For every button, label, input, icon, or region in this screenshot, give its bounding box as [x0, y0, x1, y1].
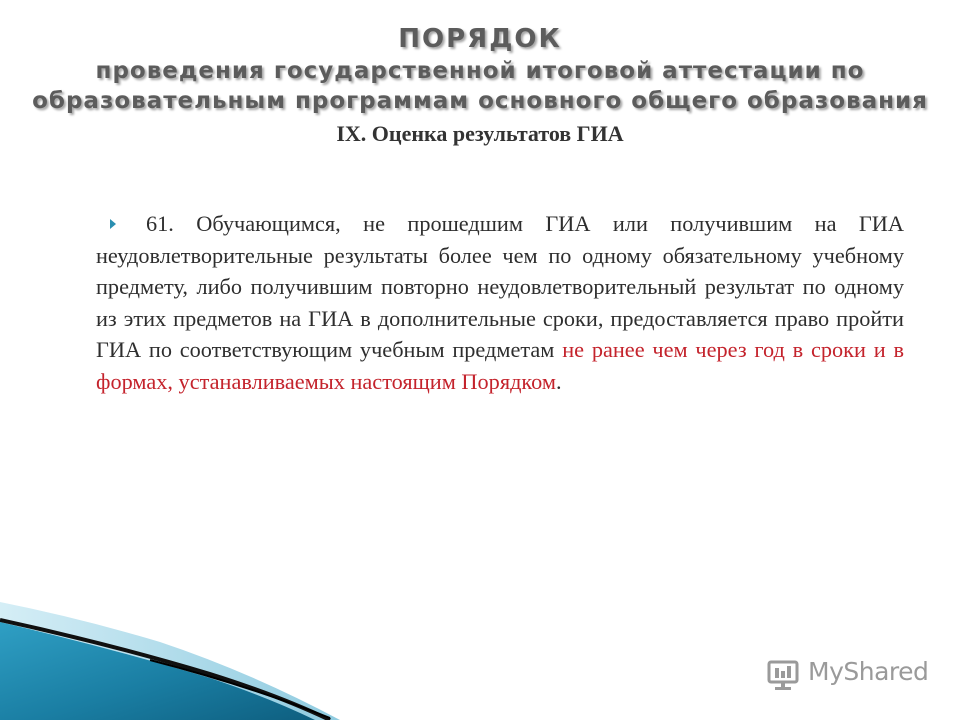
wave-teal-band [0, 622, 315, 720]
decorative-wave [0, 560, 420, 720]
content-area [96, 208, 904, 397]
presentation-board-icon [766, 659, 802, 691]
paragraph-highlight-text: не ранее чем через год в сроки и в формах, устанавливаемых настоящим Порядком [96, 337, 904, 394]
bullet-arrow-icon [110, 219, 116, 229]
logo-text: MyShared [808, 657, 929, 686]
paragraph-main-text: 61. Обучающимся, не прошедшим ГИА или получившим на ГИА неудовлетворительные результаты более чем по одному обязательному учебному предмету, либо получившим повторно неудовлетворительный результат по одному из этих предметов на ГИА в дополнительные сроки, предоставляется право пройти ГИА по соответствующим учебным предметам [96, 211, 904, 362]
subtitle-line-1: проведения государственной итоговой аттестации по [95, 58, 865, 84]
subtitle-line-2: образовательным программам основного общего образования [32, 88, 928, 114]
title-block [0, 22, 960, 148]
paragraph-end-text: . [555, 368, 562, 394]
page-title: ПОРЯДОК [398, 24, 562, 54]
section-heading: IX. Оценка результатов ГИА [336, 121, 624, 146]
paragraph-61 [96, 208, 904, 397]
